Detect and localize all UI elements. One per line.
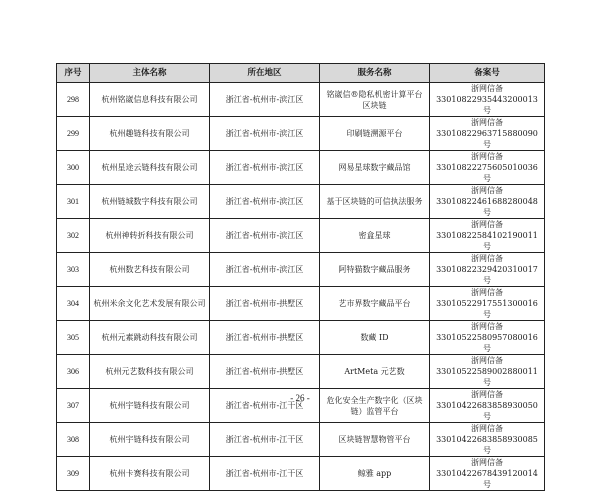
record-number: 33010822963715880090 号 [436, 129, 538, 149]
row-service: ArtMeta 元艺数 [320, 355, 430, 389]
header-seq: 序号 [57, 64, 90, 83]
row-seq: 303 [57, 253, 90, 287]
row-service: 基于区块链的可信执法服务 [320, 185, 430, 219]
row-region: 浙江省-杭州市-滨江区 [210, 151, 320, 185]
row-region: 浙江省-杭州市-江干区 [210, 423, 320, 457]
table-row [57, 355, 545, 389]
row-entity: 杭州趣链科技有限公司 [90, 117, 210, 151]
record-number: 33010422678439120014 号 [436, 469, 538, 489]
table-row [57, 219, 545, 253]
record-prefix: 浙网信备 [471, 84, 503, 93]
row-record [430, 423, 545, 457]
record-number: 33010522917551300016 号 [436, 299, 538, 319]
record-number: 33010822275605010036 号 [436, 163, 538, 183]
table-row [57, 287, 545, 321]
record-prefix: 浙网信备 [471, 322, 503, 331]
row-entity: 杭州铭崴信息科技有限公司 [90, 83, 210, 117]
row-region: 浙江省-杭州市-滨江区 [210, 185, 320, 219]
record-number: 33010822329420310017 号 [436, 265, 538, 285]
row-service: 艺市界数字藏品平台 [320, 287, 430, 321]
row-seq: 305 [57, 321, 90, 355]
row-entity: 杭州卡赛科技有限公司 [90, 457, 210, 491]
header-record: 备案号 [430, 64, 545, 83]
row-entity: 杭州米余文化艺术发展有限公司 [90, 287, 210, 321]
row-service: 铭崴信®隐私机密计算平台 区块链 [320, 83, 430, 117]
row-entity: 杭州宇链科技有限公司 [90, 389, 210, 423]
row-seq: 300 [57, 151, 90, 185]
row-region: 浙江省-杭州市-滨江区 [210, 253, 320, 287]
row-service: 阿特猫数字藏品服务 [320, 253, 430, 287]
row-service: 网易星球数字藏品馆 [320, 151, 430, 185]
record-prefix: 浙网信备 [471, 254, 503, 263]
row-record [430, 151, 545, 185]
row-seq: 302 [57, 219, 90, 253]
row-entity: 杭州宇链科技有限公司 [90, 423, 210, 457]
row-record [430, 287, 545, 321]
record-number: 33010822584102190011 号 [436, 231, 538, 251]
row-service: 印刷链溯源平台 [320, 117, 430, 151]
row-region: 浙江省-杭州市-滨江区 [210, 117, 320, 151]
table-row [57, 151, 545, 185]
record-prefix: 浙网信备 [471, 356, 503, 365]
table-row [57, 117, 545, 151]
record-number: 33010422683858930085 号 [436, 435, 538, 455]
row-record [430, 355, 545, 389]
record-number: 33010522580957080016 号 [436, 333, 538, 353]
row-service: 危化安全生产数字化（区块链）监管平台 [320, 389, 430, 423]
row-seq: 298 [57, 83, 90, 117]
filing-table [56, 63, 545, 491]
record-prefix: 浙网信备 [471, 186, 503, 195]
row-region: 浙江省-杭州市-拱墅区 [210, 355, 320, 389]
table-row [57, 423, 545, 457]
row-entity: 杭州神转折科技有限公司 [90, 219, 210, 253]
row-seq: 304 [57, 287, 90, 321]
row-entity: 杭州链城数字科技有限公司 [90, 185, 210, 219]
header-entity: 主体名称 [90, 64, 210, 83]
record-prefix: 浙网信备 [471, 118, 503, 127]
row-region: 浙江省-杭州市-拱墅区 [210, 321, 320, 355]
header-region: 所在地区 [210, 64, 320, 83]
row-service: 数藏 ID [320, 321, 430, 355]
record-number: 33010822461688280048 号 [436, 197, 538, 217]
row-seq: 306 [57, 355, 90, 389]
row-region: 浙江省-杭州市-拱墅区 [210, 287, 320, 321]
table-row [57, 185, 545, 219]
table-row [57, 321, 545, 355]
row-region: 浙江省-杭州市-滨江区 [210, 219, 320, 253]
row-seq: 301 [57, 185, 90, 219]
row-entity: 杭州元素跳动科技有限公司 [90, 321, 210, 355]
row-entity: 杭州元艺数科技有限公司 [90, 355, 210, 389]
row-entity: 杭州星途云链科技有限公司 [90, 151, 210, 185]
record-prefix: 浙网信备 [471, 458, 503, 467]
record-number: 33010422683858930050 号 [436, 401, 538, 421]
row-record [430, 83, 545, 117]
record-prefix: 浙网信备 [471, 152, 503, 161]
row-seq: 309 [57, 457, 90, 491]
header-row [57, 64, 545, 83]
page-number: - 26 - [290, 393, 310, 403]
record-number: 33010822935443200013 号 [436, 95, 538, 115]
row-record [430, 457, 545, 491]
table-row [57, 457, 545, 491]
row-region: 浙江省-杭州市-江干区 [210, 457, 320, 491]
table-row [57, 83, 545, 117]
row-record [430, 253, 545, 287]
row-seq: 308 [57, 423, 90, 457]
table-row [57, 253, 545, 287]
row-region: 浙江省-杭州市-滨江区 [210, 83, 320, 117]
row-record [430, 321, 545, 355]
row-seq: 307 [57, 389, 90, 423]
header-service: 服务名称 [320, 64, 430, 83]
row-record [430, 185, 545, 219]
row-entity: 杭州数艺科技有限公司 [90, 253, 210, 287]
record-prefix: 浙网信备 [471, 220, 503, 229]
record-prefix: 浙网信备 [471, 288, 503, 297]
record-prefix: 浙网信备 [471, 390, 503, 399]
record-prefix: 浙网信备 [471, 424, 503, 433]
row-record [430, 117, 545, 151]
row-record [430, 219, 545, 253]
row-region: 浙江省-杭州市-江干区 [210, 389, 320, 423]
row-service: 密盒星球 [320, 219, 430, 253]
row-seq: 299 [57, 117, 90, 151]
row-service: 区块链智慧物管平台 [320, 423, 430, 457]
record-number: 33010522589002880011 号 [436, 367, 538, 387]
row-service: 鲸雅 app [320, 457, 430, 491]
